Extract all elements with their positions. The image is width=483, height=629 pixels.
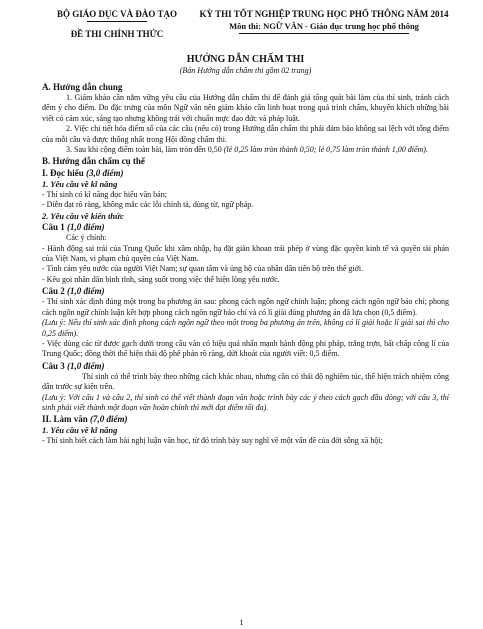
question-1-point-3: - Kêu gọi nhân dân bình tĩnh, sáng suốt trong việc thể hiện lòng yêu nước. (42, 274, 280, 284)
section-b-heading: B. Hướng dẫn chấm cụ thể (42, 156, 145, 167)
section-a-para-3-note: (lẻ 0,25 làm tròn thành 0,50; lẻ 0,75 làm tròn thành 1,00 điểm). (223, 145, 428, 155)
part-i-skill-line-1: - Thí sinh có kĩ năng đọc hiểu văn bản; (42, 189, 167, 199)
question-2-points: (1,0 điểm) (67, 286, 105, 297)
exam-subject: Môn thi: NGỮ VĂN - Giáo dục trung học phổ thông (229, 21, 419, 31)
question-2-heading (42, 286, 449, 297)
exam-name: KỲ THI TỐT NGHIỆP TRUNG HỌC PHỔ THÔNG NĂM 2014 (199, 9, 449, 19)
question-3-heading (42, 361, 449, 372)
question-1-title: Câu 1 (42, 222, 68, 233)
header-right-rule (239, 33, 409, 34)
question-1-point-1: - Hành động sai trái của Trung Quốc khi xâm nhập, hạ đặt giàn khoan trái phép ở vùng đặc quyền kinh tế và quyền tài phán của Việt Nam, vi phạm chủ quyền của Việt Nam. (42, 243, 449, 264)
document-header (42, 8, 449, 40)
section-a-para-3 (42, 145, 449, 155)
part-ii-heading (42, 414, 449, 425)
question-3-paragraph: Thí sinh có thể trình bày theo những cách khác nhau, nhưng cần có thái độ nghiêm túc, thể hiện trách nhiệm công dân trước sự kiện trên. (42, 371, 449, 392)
question-1-intro: Các ý chính: (66, 233, 107, 243)
header-right (199, 8, 449, 40)
question-2-point-1: - Thí sinh xác định đúng một trong ba phương án sau: phong cách ngôn ngữ chính luận; phong cách ngôn ngữ báo chí; phong cách ngôn ngữ chính luận kết hợp phong cách ngôn ngữ báo chí và có lí giải đúng phương án đã lựa chọn (0,5 điểm). (42, 297, 449, 317)
section-a-para-1: 1. Giám khảo cần nắm vững yêu cầu của Hướng dẫn chấm thi để đánh giá tổng quát bài làm của thí sinh, tránh cách đếm ý cho điểm. Do đặc trưng của môn Ngữ văn nên giám khảo cần linh hoạt trong quá trình chấm, khuyến khích những bài viết có cảm xúc, sáng tạo nhưng không trái với chuẩn mực đạo đức và pháp luật. (42, 93, 449, 123)
question-1-points: (1,0 điểm) (67, 222, 105, 233)
question-2-note: (Lưu ý: Nếu thí sinh xác định phong cách ngôn ngữ theo một trong ba phương án trên, không có lí giải hoặc lí giải sai thì cho 0,25 điểm). (42, 318, 449, 338)
part-i-points: (3,0 điểm) (86, 168, 124, 179)
question-1-heading (42, 222, 449, 233)
header-left (42, 8, 192, 40)
question-2-point-2: - Việc dùng các từ được gạch dưới trong câu văn có hiệu quả nhấn mạnh hành động phi pháp, trắng trợn, bất chấp công lí của Trung Quốc; đồng thời thể hiện thái độ phê phán rõ ràng, dứt khoát của người viết: 0,5 điểm. (42, 338, 449, 359)
part-ii-skill-heading: 1. Yêu cầu về kĩ năng (42, 425, 118, 436)
part-i-skill-heading: 1. Yêu cầu về kĩ năng (42, 179, 118, 190)
part-i-skill-line-2: - Diễn đạt rõ ràng, không mắc các lỗi chính tả, dùng từ, ngữ pháp. (42, 200, 254, 210)
part-i-title: I. Đọc hiểu (42, 168, 87, 179)
official-label: ĐỀ THI CHÍNH THỨC (70, 29, 164, 39)
part-i-heading (42, 168, 449, 179)
section-a-para-3-text: 3. Sau khi cộng điểm toàn bài, làm tròn đến 0,50 (66, 145, 224, 155)
document-title: HƯỚNG DẪN CHẤM THI (186, 54, 305, 65)
page-number: 1 (239, 617, 244, 627)
question-3-note: (Lưu ý: Với câu 1 và câu 2, thí sinh có thể viết thành đoạn văn hoặc trình bày các ý theo cách gạch đầu dòng; với câu 3, thí sinh phải viết thành một đoạn văn hoàn chỉnh thì mới đạt điểm tối đa). (42, 392, 449, 412)
ministry-name: BỘ GIÁO DỤC VÀ ĐÀO TẠO (57, 9, 177, 19)
section-a-para-2: 2. Việc chi tiết hóa điểm số của các câu (nếu có) trong Hướng dẫn chấm thi phải đảm bảo không sai lệch với tổng điểm của mỗi câu và được thống nhất trong Hội đồng chấm thi. (42, 124, 449, 144)
question-3-title: Câu 3 (42, 360, 68, 371)
part-i-knowledge-heading: 2. Yêu cầu về kiến thức (42, 210, 124, 221)
document-subtitle: (Bản Hướng dẫn chấm thi gồm 02 trang) (179, 66, 312, 75)
part-ii-title: II. Làm văn (42, 414, 91, 425)
question-3-points: (1,0 điểm) (67, 360, 105, 371)
part-ii-points: (7,0 điểm) (90, 414, 128, 425)
question-2-title: Câu 2 (42, 286, 68, 297)
question-1-point-2: - Tình cảm yêu nước của người Việt Nam; sự quan tâm và ủng hộ của nhân dân tiến bộ trên thế giới. (42, 264, 364, 274)
part-ii-skill-line-1: - Thí sinh biết cách làm bài nghị luận văn học, từ đó trình bày suy nghĩ về một vấn đề của đời sống xã hội; (42, 435, 383, 445)
header-left-rule (87, 21, 147, 22)
section-a-heading: A. Hướng dẫn chung (42, 82, 123, 92)
